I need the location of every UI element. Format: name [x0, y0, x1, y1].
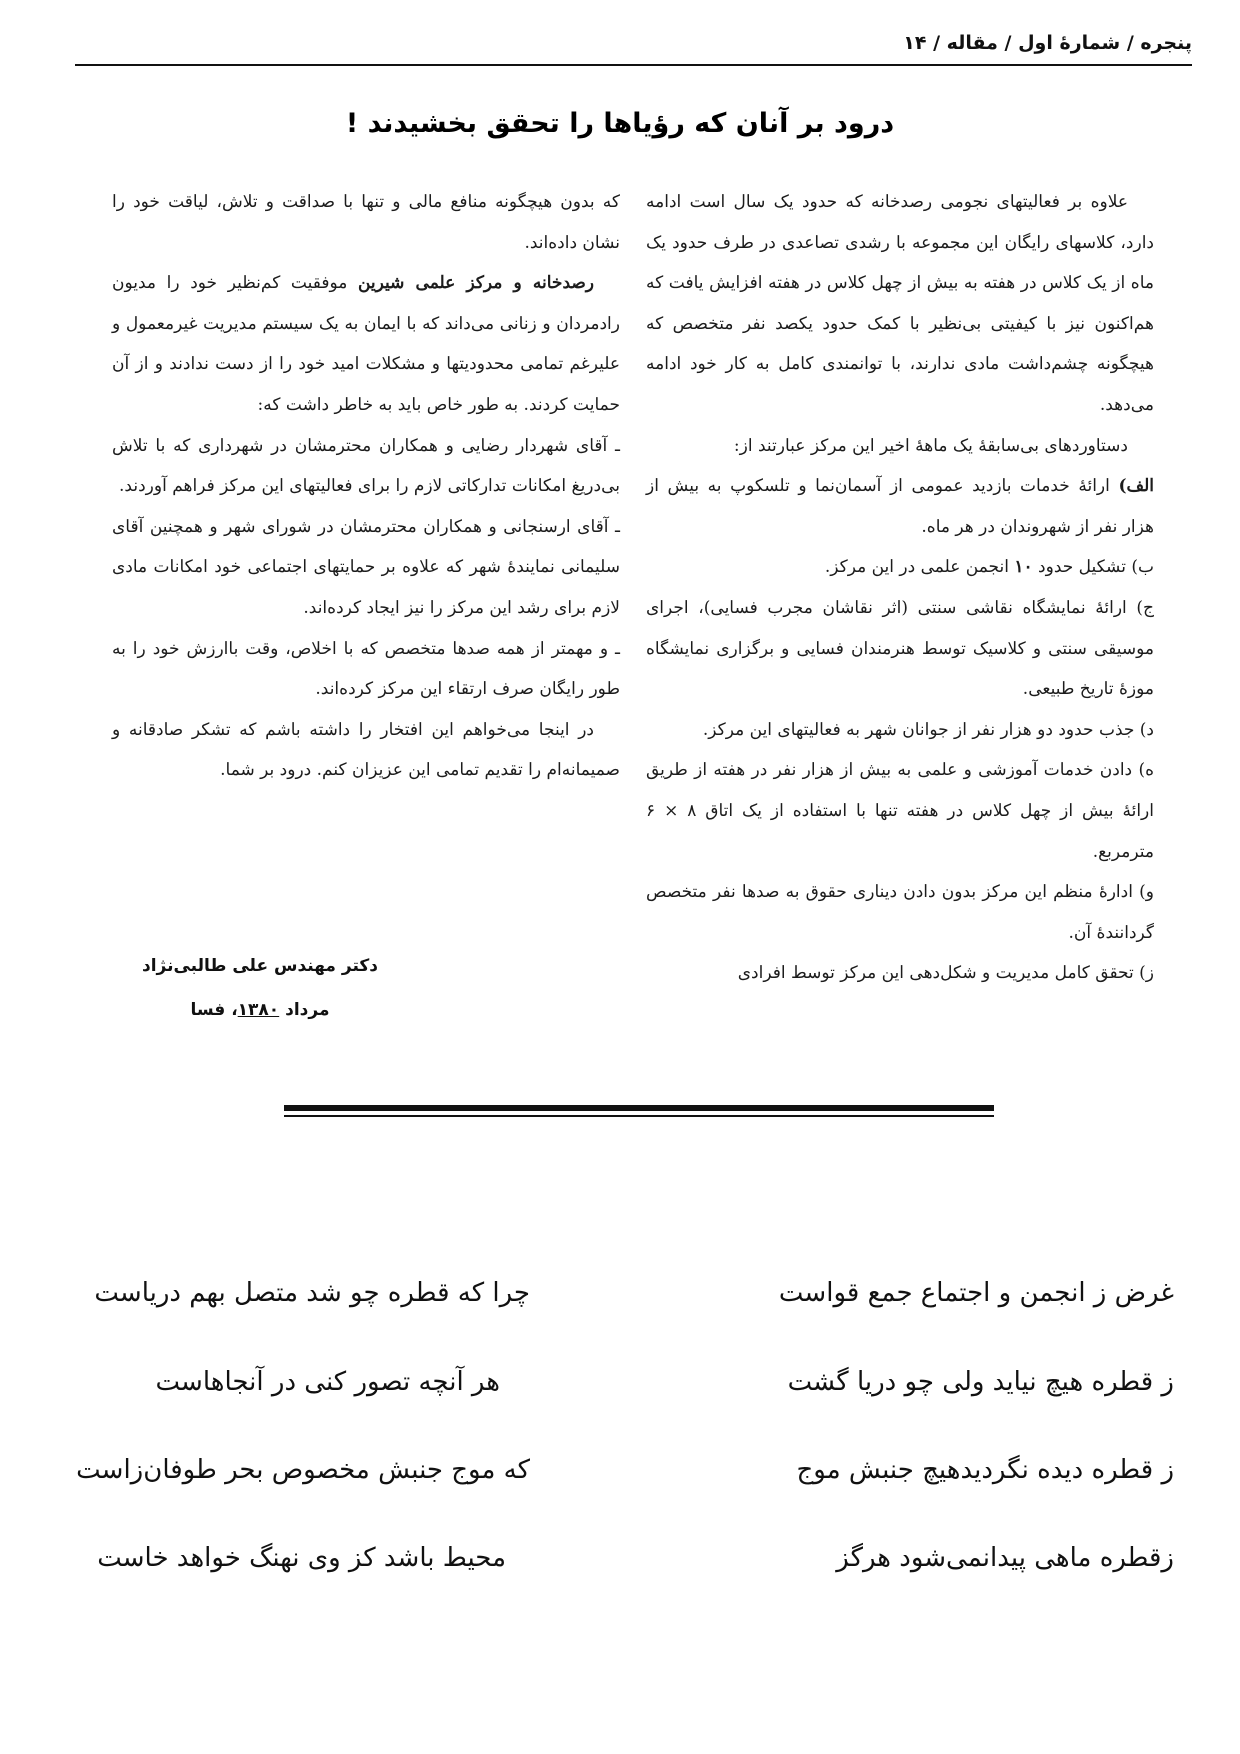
article-title: درود بر آنان که رؤیاها را تحقق بخشیدند ! — [345, 108, 895, 139]
hemistich-second: هر آنچه تصور کنی در آنجاهاست — [155, 1367, 500, 1397]
date-month: مرداد — [279, 1000, 330, 1020]
list-item: د) جذب حدود دو هزار نفر از جوانان شهر به فعالیتهای این مرکز. — [702, 719, 1154, 740]
poem-verse — [0, 1278, 1240, 1338]
paragraph: علاوه بر فعالیتهای نجومی رصدخانه که حدود یک سال است ادامه دارد، کلاسهای رایگان این مجموعه با رشدی تصاعدی در طرف حدود یک ماه از یک کلاس در هفته به بیش از چهل کلاس در هفته افزایش یافت که هم‌اکنون نیز با کیفیتی بی‌نظیر با کمک حدود یکصد نفر متخصص که هیچگونه چشم‌داشت مادی ندارند، با توانمندی کامل به کار خود ادامه می‌دهد. — [646, 192, 1154, 415]
list-item — [646, 466, 1154, 547]
hemistich-second: چرا که قطره چو شد متصل بهم دریاست — [94, 1278, 530, 1308]
hemistich-second: که موج جنبش مخصوص بحر طوفان‌زاست — [76, 1455, 530, 1485]
column-left — [112, 182, 620, 791]
column-right — [646, 182, 1154, 994]
signature-date — [142, 988, 378, 1032]
list-marker: الف) — [1118, 476, 1154, 497]
list-marker: ب) — [1131, 557, 1154, 578]
hemistich-second: محیط باشد کز وی نهنگ خواهد خاست — [97, 1543, 506, 1573]
signature-block — [142, 944, 378, 1032]
list-item: ج) ارائهٔ نمایشگاه نقاشی سنتی (اثر نقاشان مجرب فسایی)، اجرای موسیقی سنتی و کلاسیک توسط هنرمندان فسایی و برگزاری نمایشگاه موزهٔ تاریخ طبیعی. — [646, 597, 1154, 700]
section-divider-thick — [284, 1105, 994, 1111]
paragraph: دستاوردهای بی‌سابقهٔ یک ماههٔ اخیر این مرکز عبارتند از: — [733, 435, 1128, 456]
header-rule — [75, 64, 1192, 66]
date-year: ۱۳۸۰ — [237, 1000, 280, 1020]
list-item: و) ادارهٔ منظم این مرکز بدون دادن دیناری حقوق به صدها نفر متخصص گردانندهٔ آن. — [646, 882, 1154, 943]
list-item-text: ارائهٔ خدمات بازدید عمومی از آسمان‌نما و تلسکوپ به بیش از هزار نفر از شهروندان در هر ماه. — [646, 476, 1154, 537]
paragraph-text: موفقیت کم‌نظیر خود را مدیون رادمردان و زنانی می‌داند که با ایمان به یک سیستم مدیریت غیرمعمول و علیرغم تمامی محدودیتها و مشکلات امید خود را از دست ندادند و از آن حمایت کردند. به طور خاص باید به خاطر داشت که: — [112, 273, 620, 415]
hemistich-first: زقطره ماهی پیدانمی‌شود هرگز — [836, 1543, 1174, 1573]
acknowledgement-item: ـ آقای شهردار رضایی و همکاران محترمشان در شهرداری که با تلاش بی‌دریغ امکانات تدارکاتی لازم را برای فعالیتهای این مرکز فراهم آوردند. — [112, 435, 620, 497]
hemistich-first: غرض ز انجمن و اجتماع جمع قواست — [778, 1278, 1174, 1308]
list-item-text: تشکیل حدود — [1032, 557, 1132, 578]
running-head: پنجره / شمارهٔ اول / مقاله / ۱۴ — [903, 32, 1192, 54]
list-item: ه) دادن خدمات آموزشی و علمی به بیش از هزار نفر در هفته از طریق ارائهٔ بیش از چهل کلاس در هفته تنها با استفاده از یک اتاق ۸ × ۶ مترمربع. — [646, 760, 1154, 862]
poem-verse — [0, 1543, 1240, 1603]
poem-verse — [0, 1367, 1240, 1427]
section-divider-thin — [284, 1115, 994, 1117]
list-item: ز) تحقق کامل مدیریت و شکل‌دهی این مرکز توسط افرادی — [737, 963, 1154, 984]
hemistich-first: ز قطره هیچ نیاید ولی چو دریا گشت — [787, 1367, 1174, 1397]
author-name: دکتر مهندس علی طالبی‌نژاد — [141, 956, 378, 976]
acknowledgement-item: ـ آقای ارسنجانی و همکاران محترمشان در شورای شهر و همچنین آقای سلیمانی نمایندهٔ شهر که علاوه بر حمایتهای اجتماعی خود امکانات مادی لازم برای رشد این مرکز را نیز ایجاد کرده‌اند. — [112, 516, 620, 618]
poem-verse — [0, 1455, 1240, 1515]
list-item — [646, 547, 1154, 588]
paragraph: در اینجا می‌خواهم این افتخار را داشته باشم که تشکر صادقانه و صمیمانه‌ام را تقدیم تمامی این عزیزان کنم. درود بر شما. — [112, 719, 620, 781]
acknowledgement-item: ـ و مهمتر از همه صدها متخصص که با اخلاص، وقت باارزش خود را به طور رایگان صرف ارتقاء این مرکز کرده‌اند. — [112, 638, 620, 700]
list-item-text: انجمن علمی در این مرکز. — [824, 557, 1015, 578]
paragraph — [112, 263, 620, 425]
paragraph: که بدون هیچگونه منافع مالی و تنها با صداقت و تلاش، لیاقت خود را نشان داده‌اند. — [112, 192, 620, 253]
list-item-number: ۱۰ — [1014, 557, 1033, 578]
organization-name: رصدخانه و مرکز علمی شیرین — [357, 273, 595, 294]
hemistich-first: ز قطره دیده نگردیدهیچ جنبش موج — [796, 1455, 1174, 1485]
date-place: ، فسا — [190, 1000, 238, 1020]
